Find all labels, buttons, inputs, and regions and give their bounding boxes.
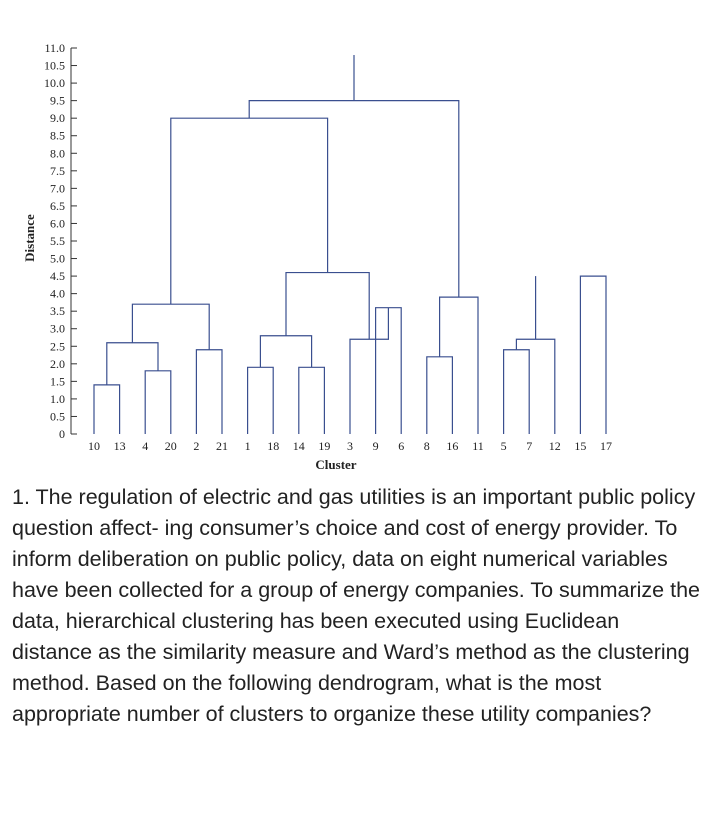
- y-tick-label: 10.0: [44, 76, 65, 91]
- y-tick-label: 6.0: [50, 216, 65, 231]
- y-tick-label: 4.5: [50, 269, 65, 284]
- dendrogram-link: [94, 385, 120, 434]
- y-tick-label: 9.0: [50, 111, 65, 126]
- y-tick-label: 1.0: [50, 391, 65, 406]
- leaf-label: 20: [164, 439, 177, 453]
- y-tick-label: 10.5: [44, 58, 65, 73]
- leaf-label: 6: [398, 439, 405, 453]
- leaf-label: 11: [472, 439, 484, 453]
- y-tick-label: 11.0: [44, 41, 65, 55]
- dendrogram-link: [580, 276, 606, 434]
- question-text: 1. The regulation of electric and gas utilities is an important public policy question affect- ing consumer’s choice and cost of energy provider. To inform deliberation on public policy, data on eight numerical variables have been collected for a group of energy companies. To summarize the data, hierarchical clustering has been executed using Euclidean distance as the similarity measure and Ward’s method as the clustering method. Based on the following dendrogram, what is the most appropriate number of clusters to organize these utility companies?: [12, 485, 700, 726]
- y-tick-label: 2.0: [50, 356, 65, 371]
- dendrogram-link: [145, 371, 171, 434]
- dendrogram-link: [516, 339, 554, 434]
- dendrogram-link: [248, 367, 274, 434]
- leaf-label: 7: [526, 439, 533, 453]
- dendrogram-link: [196, 350, 222, 434]
- y-tick-label: 9.5: [50, 93, 65, 108]
- leaf-label: 14: [292, 439, 305, 453]
- leaf-label: 2: [193, 439, 200, 453]
- y-tick-label: 2.5: [50, 339, 65, 354]
- y-tick-label: 0.5: [50, 409, 65, 424]
- y-tick-label: 5.0: [50, 251, 65, 266]
- y-axis-title: Distance: [22, 214, 37, 262]
- y-tick-label: 3.5: [50, 304, 65, 319]
- y-tick-label: 6.5: [50, 198, 65, 213]
- y-tick-label: 0: [59, 427, 65, 441]
- leaf-label: 9: [372, 439, 379, 453]
- leaf-label: 5: [500, 439, 507, 453]
- y-tick-label: 8.5: [50, 128, 65, 143]
- leaf-label: 8: [423, 439, 430, 453]
- leaf-label: 18: [267, 439, 280, 453]
- y-tick-label: 3.0: [50, 321, 65, 336]
- y-axis: [44, 41, 77, 441]
- dendrogram-link: [260, 336, 311, 368]
- x-axis-title: Cluster: [315, 457, 357, 472]
- leaf-label: 19: [318, 439, 331, 453]
- dendrogram-link: [286, 273, 369, 340]
- dendrogram-link: [440, 297, 478, 434]
- dendrogram-link: [107, 343, 158, 385]
- leaf-labels: [88, 439, 612, 453]
- leaf-label: 17: [600, 439, 612, 453]
- leaf-label: 12: [548, 439, 561, 453]
- y-tick-label: 7.0: [50, 181, 65, 196]
- dendrogram-link: [427, 357, 453, 434]
- dendrogram-link: [504, 350, 530, 434]
- dendrogram-link: [171, 118, 328, 304]
- leaf-label: 16: [446, 439, 459, 453]
- y-tick-label: 4.0: [50, 286, 65, 301]
- y-tick-label: 8.0: [50, 146, 65, 161]
- leaf-label: 4: [142, 439, 149, 453]
- leaf-label: 10: [88, 439, 100, 453]
- leaf-label: 21: [216, 439, 228, 453]
- leaf-label: 13: [113, 439, 126, 453]
- y-tick-label: 5.5: [50, 234, 65, 248]
- leaf-label: 15: [574, 439, 587, 453]
- dendrogram-link: [299, 367, 325, 434]
- y-tick-label: 7.5: [50, 163, 65, 178]
- leaf-label: 1: [244, 439, 251, 453]
- leaf-label: 3: [347, 439, 353, 453]
- dendrogram-link: [249, 101, 459, 298]
- dendrogram-links: [94, 55, 606, 434]
- y-tick-label: 1.5: [50, 374, 65, 389]
